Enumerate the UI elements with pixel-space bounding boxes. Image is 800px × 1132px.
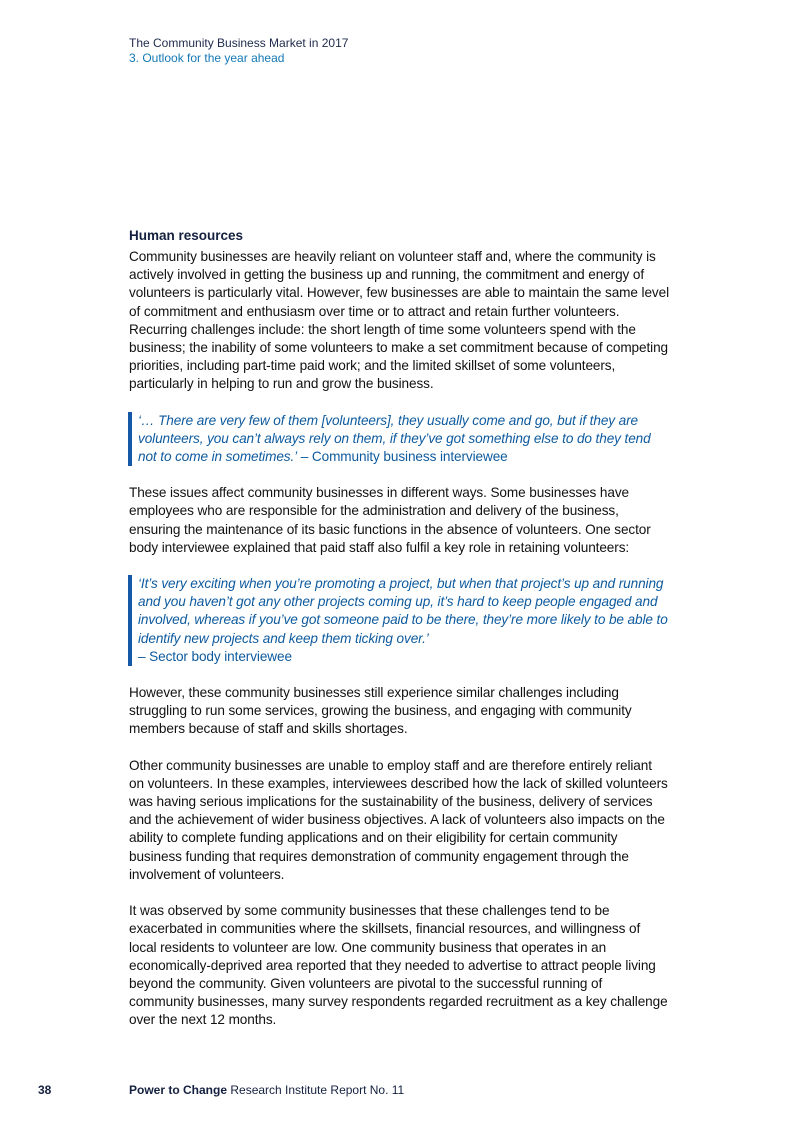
footer-report-title: Research Institute Report No. 11 (227, 1083, 405, 1097)
paragraph: However, these community businesses still experience similar challenges including struggling to run some services, growing the business, and engaging with community members because of staff and skills shortages. (129, 685, 632, 737)
paragraph: It was observed by some community businesses that these challenges tend to be exacerbated in communities where the skillsets, financial resources, and willingness of local residents to volunteer are low. One community business that operates in an economically-deprived area reported that they needed to advertise to attract people living beyond the community. Given volunteers are pivotal to the successful running of community businesses, many survey respondents regarded recruitment as a key challenge over the next 12 months. (129, 903, 668, 1028)
main-content (129, 227, 669, 1030)
pull-quote (128, 575, 669, 666)
paragraph: Other community businesses are unable to employ staff and are therefore entirely reliant on volunteers. In these examples, interviewees described how the lack of skilled volunteers was having serious implications for the sustainability of the business, delivery of services and the achievement of wider business objectives. A lack of volunteers also impacts on the ability to complete funding applications and on their eligibility for certain community business funding that requires demonstration of community engagement through the involvement of volunteers. (129, 757, 668, 882)
running-header (129, 36, 348, 66)
section-heading: Human resources (129, 228, 244, 243)
section-title: 3. Outlook for the year ahead (129, 51, 285, 65)
paragraph: These issues affect community businesses in different ways. Some businesses have employees who are responsible for the administration and delivery of the business, ensuring the maintenance of its basic functions in the absence of volunteers. One sector body interviewee explained that paid staff also fulfil a key role in retaining volunteers: (129, 485, 651, 555)
pull-quote (128, 412, 669, 467)
quote-text: ‘It’s very exciting when you’re promoting a project, but when that project’s up and running and you haven’t got any other projects coming up, it’s hard to keep people engaged and involved, whereas if you’ve got someone paid to be there, they’re more likely to be able to identify new projects and keep them ticking over.’ (138, 576, 668, 646)
page-number: 38 (38, 1083, 52, 1097)
footer-brand: Power to Change (129, 1083, 228, 1097)
quote-source: – Community business interviewee (297, 449, 508, 465)
quote-text: ‘… There are very few of them [volunteers], they usually come and go, but if they are volunteers, you can’t always rely on them, if they’ve got something else to do they tend not to come in sometimes.’ (138, 412, 651, 465)
paragraph: Community businesses are heavily reliant on volunteer staff and, where the community is actively involved in getting the business up and running, the commitment and energy of volunteers is particularly vital. However, few businesses are able to maintain the same level of commitment and enthusiasm over time or to attract and retain further volunteers. Recurring challenges include: the short length of time some volunteers spend with the business; the inability of some volunteers to make a set commitment because of competing priorities, including part-time paid work; and the limited skillset of some volunteers, particularly in helping to run and grow the business. (129, 249, 669, 392)
report-title: The Community Business Market in 2017 (129, 36, 349, 50)
footer-report-label (129, 1083, 404, 1097)
quote-source: – Sector body interviewee (138, 648, 292, 664)
